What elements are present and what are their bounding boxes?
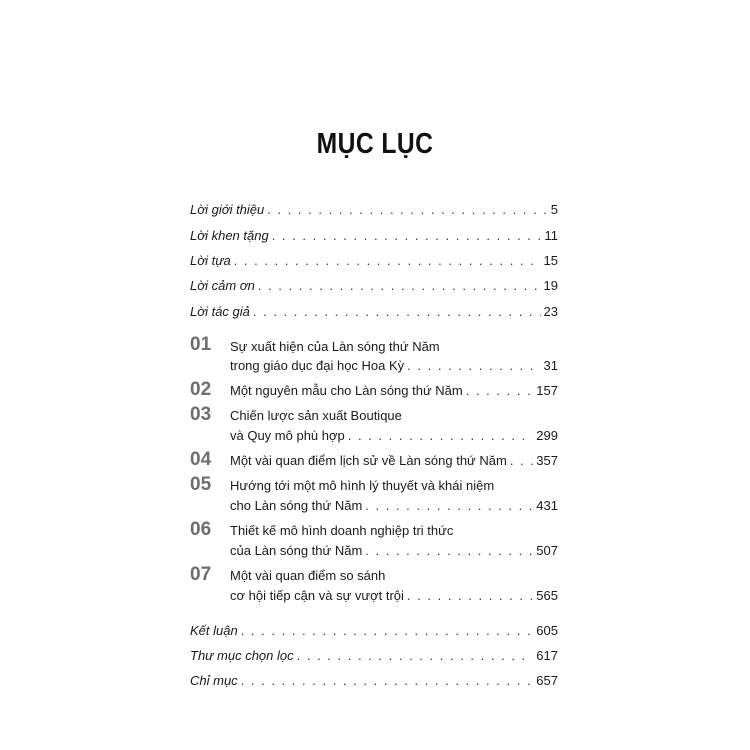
chapter-entry: [230, 496, 558, 516]
dot-leader: [258, 276, 541, 296]
toc-entry-page: 605: [536, 623, 558, 638]
toc-entry-label: Thư mục chọn lọc: [190, 648, 294, 663]
toc-entry-page: 617: [536, 648, 558, 663]
dot-leader: [365, 541, 533, 561]
toc-entry-label: Lời giới thiệu: [190, 202, 265, 217]
chapter-entry: [230, 381, 558, 401]
toc-entry-label: Chỉ mục: [190, 673, 238, 688]
toc-entry-front: [190, 276, 558, 296]
chapter-title-line2: và Quy mô phù hợp: [230, 428, 345, 443]
chapter-number: 02: [190, 379, 212, 400]
chapter-title-line1: Chiến lược sản xuất Boutique: [230, 408, 402, 423]
chapter-title-line2: cho Làn sóng thứ Năm: [230, 498, 363, 513]
dot-leader: [272, 226, 542, 246]
chapter-entry: [230, 356, 558, 376]
dot-leader: [267, 200, 548, 220]
dot-leader: [510, 451, 533, 471]
chapter-number: 01: [190, 334, 212, 355]
chapter-entry: [230, 451, 558, 471]
toc-entry-page: 507: [536, 543, 558, 558]
chapter-title-line1: Hướng tới một mô hình lý thuyết và khái niệm: [230, 478, 495, 493]
dot-leader: [348, 426, 534, 446]
toc-entry-front: [190, 200, 558, 220]
chapter-title-line2: Một vài quan điểm lịch sử về Làn sóng thứ Năm: [230, 453, 507, 468]
chapter-title-line1: Sự xuất hiện của Làn sóng thứ Năm: [230, 339, 440, 354]
chapter-title-line2: trong giáo dục đại học Hoa Kỳ: [230, 358, 405, 373]
toc-entry-page: 565: [536, 588, 558, 603]
toc-entry-page: 31: [543, 358, 558, 373]
toc-entry-label: Lời khen tặng: [190, 228, 269, 243]
chapter-number: 06: [190, 519, 212, 540]
toc-entry-front: [190, 251, 558, 271]
chapter-entry: [230, 541, 558, 561]
toc-entry-front: [190, 302, 558, 322]
chapter-title-line2: Một nguyên mẫu cho Làn sóng thứ Năm: [230, 383, 463, 398]
toc-entry-back: [190, 621, 558, 641]
toc-entry-page: 23: [543, 304, 558, 319]
toc-entry-page: 19: [543, 278, 558, 293]
toc-entry-label: Lời tác giả: [190, 304, 250, 319]
chapter-title-line1: Thiết kế mô hình doanh nghiệp tri thức: [230, 523, 454, 538]
dot-leader: [241, 621, 534, 641]
toc-entry-page: 299: [536, 428, 558, 443]
chapter-number: 07: [190, 564, 212, 585]
dot-leader: [407, 586, 533, 606]
toc-entry-page: 11: [544, 228, 558, 243]
chapter-title-line2: cơ hội tiếp cận và sự vượt trội: [230, 588, 404, 603]
page-title: MỤC LỤC: [316, 128, 434, 160]
toc-entry-page: 15: [543, 253, 558, 268]
dot-leader: [466, 381, 534, 401]
toc-entry-page: 357: [536, 453, 558, 468]
toc-entry-back: [190, 671, 558, 691]
dot-leader: [253, 302, 541, 322]
dot-leader: [241, 671, 534, 691]
dot-leader: [365, 496, 533, 516]
chapter-title-line2: của Làn sóng thứ Năm: [230, 543, 363, 558]
chapter-entry: [230, 586, 558, 606]
chapter-number: 05: [190, 474, 212, 495]
toc-entry-front: [190, 226, 558, 246]
toc-entry-back: [190, 646, 558, 666]
toc-entry-page: 431: [536, 498, 558, 513]
chapter-title-line1: Một vài quan điểm so sánh: [230, 568, 386, 583]
toc-entry-label: Lời tựa: [190, 253, 231, 268]
dot-leader: [234, 251, 541, 271]
toc-entry-label: Lời cảm ơn: [190, 278, 255, 293]
dot-leader: [297, 646, 534, 666]
toc-entry-page: 157: [536, 383, 558, 398]
dot-leader: [407, 356, 540, 376]
toc-entry-page: 657: [536, 673, 558, 688]
toc-entry-page: 5: [550, 202, 558, 217]
chapter-number: 04: [190, 449, 212, 470]
toc-entry-label: Kết luận: [190, 623, 238, 638]
chapter-number: 03: [190, 404, 212, 425]
chapter-entry: [230, 426, 558, 446]
